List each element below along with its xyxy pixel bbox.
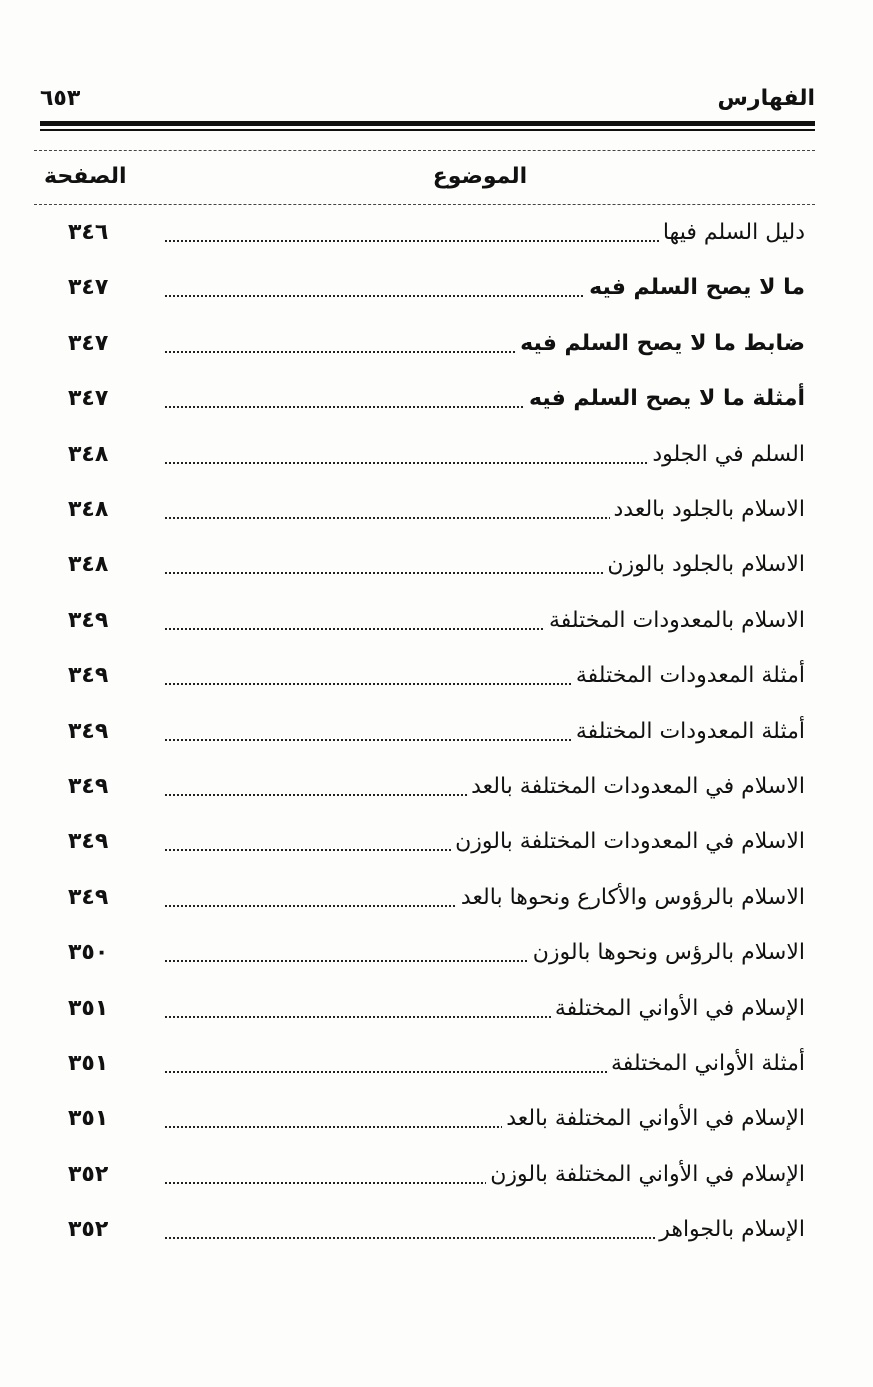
toc-entry	[0, 819, 873, 869]
entry-title: الإسلام بالجواهر	[655, 1217, 805, 1242]
toc-entry	[0, 210, 873, 260]
entry-title: أمثلة الأواني المختلفة	[607, 1051, 805, 1076]
entry-title: الاسلام في المعدودات المختلفة بالعد	[467, 774, 805, 799]
entry-page: ٣٤٩	[68, 719, 109, 744]
toc-entry	[0, 321, 873, 371]
entry-title: الاسلام بالجلود بالعدد	[610, 497, 806, 522]
divider-bottom	[34, 204, 815, 205]
toc-entry	[0, 487, 873, 537]
entry-title: الإسلام في الأواني المختلفة بالعد	[502, 1106, 805, 1131]
entry-page: ٣٥٠	[68, 940, 109, 965]
entry-page: ٣٤٨	[68, 442, 109, 467]
column-header-topic: الموضوع	[432, 164, 528, 189]
entry-title: الإسلام في الأواني المختلفة	[551, 996, 805, 1021]
entry-page: ٣٥١	[68, 996, 109, 1021]
running-title: الفهارس	[717, 86, 815, 111]
toc-entry	[0, 1207, 873, 1257]
entry-page: ٣٤٩	[68, 829, 109, 854]
entry-title: الاسلام بالرؤوس والأكارع ونحوها بالعد	[457, 885, 805, 910]
entry-title: الاسلام بالرؤس ونحوها بالوزن	[529, 940, 805, 965]
toc-entry	[0, 930, 873, 980]
toc-entry	[0, 653, 873, 703]
entry-page: ٣٤٨	[68, 497, 109, 522]
entry-page: ٣٤٦	[68, 220, 109, 245]
entry-title: أمثلة المعدودات المختلفة	[572, 663, 805, 688]
toc-entry	[0, 542, 873, 592]
entry-title: الاسلام في المعدودات المختلفة بالوزن	[451, 829, 805, 854]
entry-page: ٣٤٩	[68, 885, 109, 910]
toc-entry	[0, 709, 873, 759]
entry-title: الاسلام بالمعدودات المختلفة	[545, 608, 805, 633]
entry-page: ٣٥٢	[68, 1162, 109, 1187]
entry-page: ٣٥١	[68, 1051, 109, 1076]
entry-title: الإسلام في الأواني المختلفة بالوزن	[486, 1162, 805, 1187]
entry-page: ٣٥٢	[68, 1217, 109, 1242]
header-rule-thin	[40, 129, 815, 131]
toc-entry	[0, 432, 873, 482]
running-header	[40, 86, 815, 120]
toc-entry	[0, 875, 873, 925]
toc-entry	[0, 986, 873, 1036]
toc-entry	[0, 1152, 873, 1202]
entry-page: ٣٤٩	[68, 663, 109, 688]
entry-page: ٣٥١	[68, 1106, 109, 1131]
page-number: ٦٥٣	[40, 86, 81, 111]
toc-entry	[0, 1041, 873, 1091]
entry-title: ضابط ما لا يصح السلم فيه	[516, 331, 805, 356]
entry-title: ما لا يصح السلم فيه	[585, 275, 805, 300]
column-header-page: الصفحة	[44, 164, 127, 189]
entry-title: السلم في الجلود	[648, 442, 805, 467]
entry-page: ٣٤٧	[68, 331, 109, 356]
divider-top	[34, 150, 815, 151]
toc-entry	[0, 764, 873, 814]
entry-title: أمثلة ما لا يصح السلم فيه	[525, 386, 805, 411]
toc-entry	[0, 265, 873, 315]
entry-title: دليل السلم فيها	[659, 220, 805, 245]
entry-page: ٣٤٧	[68, 275, 109, 300]
header-rule	[40, 121, 815, 126]
toc-entry	[0, 598, 873, 648]
toc-entry	[0, 1096, 873, 1146]
entry-page: ٣٤٩	[68, 774, 109, 799]
entry-page: ٣٤٨	[68, 552, 109, 577]
entry-page: ٣٤٩	[68, 608, 109, 633]
entry-page: ٣٤٧	[68, 386, 109, 411]
entry-title: أمثلة المعدودات المختلفة	[572, 719, 805, 744]
entry-title: الاسلام بالجلود بالوزن	[603, 552, 805, 577]
toc-entry	[0, 376, 873, 426]
